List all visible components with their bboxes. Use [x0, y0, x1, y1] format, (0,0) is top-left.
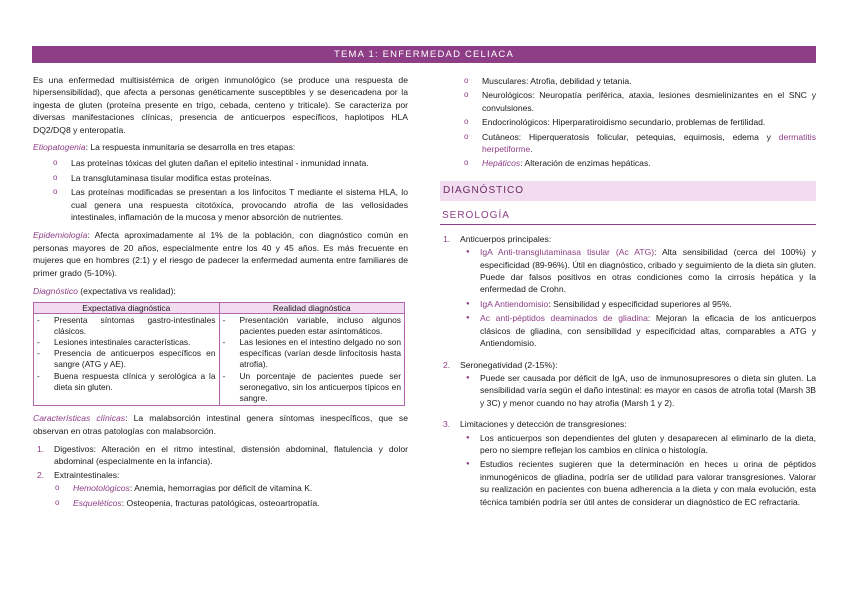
- list-item: o Musculares: Atrofia, debilidad y tetania.: [482, 75, 816, 87]
- list-item: - Presenta síntomas gastro-intestinales clásicos.: [37, 315, 216, 337]
- list-item: 2. Seronegatividad (2-15%):: [443, 359, 558, 370]
- diagnostico-intro: Diagnóstico (expectativa vs realidad):: [33, 286, 176, 297]
- intro-paragraph: Es una enfermedad multisistémica de origen inmunológico (se produce una respuesta de hipersensibilidad), que afecta a personas genéticamente susceptibles y se desencadena por la ingesta de gluten (proteína presente en trigo, cebada, centeno y triticale). Se caracteriza por diversas manifestaciones clínicas, presencia de anticuerpos específicos, haplotipos HLA DQ2/DQ8 y enteropatía.: [33, 75, 408, 135]
- etiopatogenia-list: [71, 157, 408, 223]
- list-item: 3. Limitaciones y detección de transgresiones:: [443, 419, 627, 430]
- clinical-list: [37, 443, 408, 509]
- right-column: [440, 75, 816, 508]
- list-item: - Un porcentaje de pacientes puede ser seronegativo, sin los anticuerpos típicos en sangre.: [223, 371, 402, 405]
- list-item: 1. Anticuerpos principales:: [443, 233, 552, 244]
- list-item: - Presencia de anticuerpos específicos en sangre (ATG y AE).: [37, 348, 216, 370]
- table-cell-realidad: [219, 313, 405, 406]
- subsection-header-serologia: SEROLOGÍA: [440, 207, 816, 225]
- limitaciones-list: [480, 432, 816, 508]
- list-item: o Neurológicos: Neuropatía periférica, ataxia, lesiones desmielinizantes en el SNC y convulsiones.: [482, 89, 816, 114]
- table-cell-expectativa: [34, 313, 220, 406]
- page-title: TEMA 1: ENFERMEDAD CELIACA: [32, 46, 816, 63]
- list-item: 2. Extraintestinales:: [37, 469, 120, 480]
- list-item: o Las proteínas tóxicas del gluten dañan el epitelio intestinal - inmunidad innata.: [71, 157, 408, 169]
- left-column: [33, 74, 408, 509]
- caracteristicas-paragraph: Características clínicas: La malabsorción intestinal genera síntomas inespecíficos, que se observan en otras patologías con malabsorción.: [33, 413, 408, 436]
- list-item: ● Ac anti-péptidos deaminados de gliadina: Mejoran la eficacia de los anticuerpos clásicos de gliadina, con sensibilidad y especificidad altas, comparables a ATG y Antiendomisio.: [480, 312, 816, 349]
- list-item: o La transglutaminasa tisular modifica estas proteínas.: [71, 172, 408, 184]
- section-header-diagnostico: DIAGNÓSTICO: [440, 181, 816, 201]
- list-item: ● Los anticuerpos son dependientes del gluten y desaparecen al eliminarlo de la dieta, pero no siempre reflejan los cambios en clínica o histología.: [480, 432, 816, 457]
- list-item: ● Puede ser causada por déficit de IgA, uso de inmunosupresores o dieta sin gluten. La sensibilidad varía según el daño intestinal: es mayor en casos de atrofia total (Marsh 3B y 3C) y menor cuando no hay atrofia (Marsh 1 y 2).: [480, 372, 816, 409]
- list-item: - Lesiones intestinales características.: [37, 337, 216, 348]
- list-item: o Las proteínas modificadas se presentan a los linfocitos T mediante el sistema HLA, lo cual genera una respuesta citotóxica, provocando atrofia de las vellosidades intestinales, inflamación de la mucosa y menor absorción de nutrientes.: [71, 186, 408, 223]
- table-header-realidad: Realidad diagnóstica: [219, 302, 405, 313]
- list-item: 1. Digestivos: Alteración en el ritmo intestinal, distensión abdominal, flatulencia y dolor abdominal (especialmente en la infancia).: [37, 443, 408, 467]
- list-item: ● IgA Anti-transglutaminasa tisular (Ac ATG): Alta sensibilidad (cerca del 100%) y especificidad (89-96%). Útil en diagnóstico, cribado y seguimiento de la dieta sin gluten. Puede dar falsos positivos en otras condiciones como la cirrosis hepática y la enfermedad de Crohn.: [480, 246, 816, 296]
- extraintestinal-list-continued: [482, 75, 816, 170]
- list-item: ● Estudios recientes sugieren que la determinación en heces u orina de péptidos inmunogénicos de gliadina, podría ser de utilidad para valorar transgresiones. Valorar su realización en pacientes con buena adherencia a la dieta y con mala evolución, esta técnica también podría ser útil antes de considerar un diagnóstico de EC refractaria.: [480, 458, 816, 508]
- list-item: o Hepáticos: Alteración de enzimas hepáticas.: [482, 157, 816, 169]
- diagnostic-table: [33, 302, 405, 407]
- table-header-expectativa: Expectativa diagnóstica: [34, 302, 220, 313]
- extraintestinal-list: [73, 482, 408, 509]
- etiopatogenia-heading: Etiopatogenia: La respuesta inmunitaria se desarrolla en tres etapas:: [33, 142, 296, 153]
- list-item: - Las lesiones en el intestino delgado no son específicas (varían desde linfocitosis hasta atrofia).: [223, 337, 402, 371]
- list-item: o Cutáneos: Hiperqueratosis folicular, petequias, equimosis, edema y dermatitis herpetiforme.: [482, 131, 816, 156]
- list-item: o Esqueléticos: Osteopenia, fracturas patológicas, osteoartropatía.: [73, 497, 408, 509]
- seronegatividad-list: [480, 372, 816, 409]
- list-item: ● IgA Antiendomisio: Sensibilidad y especificidad superiores al 95%.: [480, 298, 816, 310]
- serologia-list: [443, 233, 817, 508]
- list-item: - Buena respuesta clínica y serológica a la dieta sin gluten.: [37, 371, 216, 393]
- list-item: o Hemotológicos: Anemia, hemorragias por déficit de vitamina K.: [73, 482, 408, 494]
- anticuerpos-list: [480, 246, 816, 349]
- epidemiologia-paragraph: Epidemiología: Afecta aproximadamente al 1% de la población, con diagnóstico común en personas mayores de 20 años, especialmente entre los 40 y 45 años. Es más frecuente en mujeres que en hombres (2:1) y el riesgo de padecer la enfermedad aumenta entre familiares de primer grado (5-10%).: [33, 230, 408, 278]
- list-item: - Presentación variable, incluso algunos pacientes pueden estar asintomáticos.: [223, 315, 402, 337]
- list-item: o Endocrinológicos: Hiperparatiroidismo secundario, problemas de fertilidad.: [482, 116, 816, 128]
